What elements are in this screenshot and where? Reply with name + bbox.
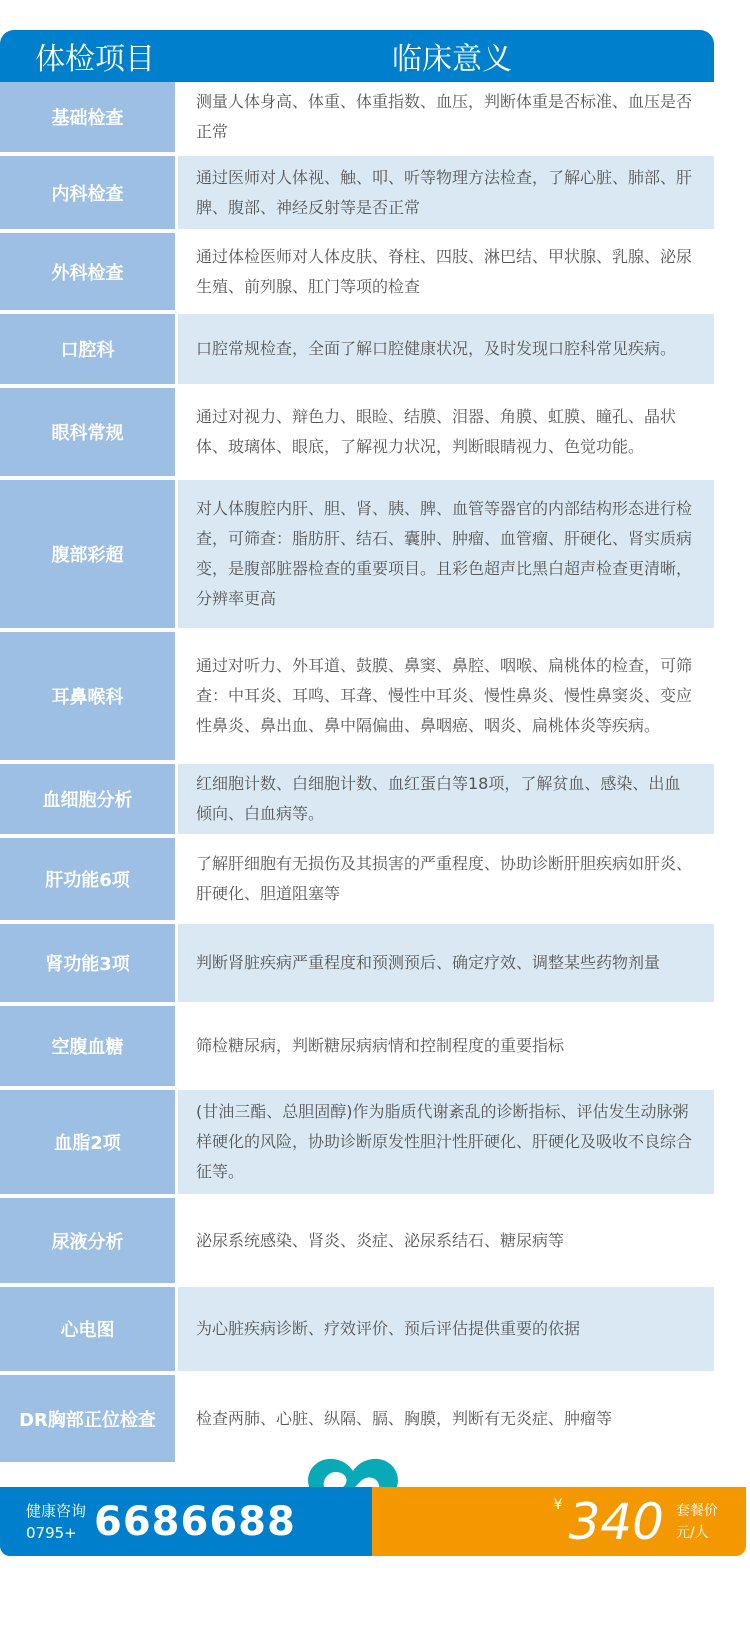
- table-row: [0, 838, 714, 920]
- exam-item-name: 基础检查: [0, 82, 175, 152]
- exam-item-name: 肾功能3项: [0, 924, 175, 1002]
- package-price: 340: [568, 1492, 664, 1551]
- exam-item-description: 通过对视力、辩色力、眼睑、结膜、泪器、角膜、虹膜、瞳孔、晶状体、玻璃体、眼底，了解视力状况，判断眼睛视力、色觉功能。: [196, 407, 677, 456]
- consult-label: 健康咨询: [26, 1501, 87, 1520]
- exam-item-description: 泌尿系统感染、肾炎、炎症、泌尿系结石、糖尿病等: [196, 1230, 565, 1250]
- table-row: [0, 480, 714, 628]
- exam-item-name: 耳鼻喉科: [0, 632, 175, 760]
- exam-item-name: 血脂2项: [0, 1090, 175, 1194]
- table-row: [0, 1006, 714, 1086]
- table-row: [0, 632, 714, 760]
- exam-table: [0, 30, 714, 1462]
- exam-item-name: 内科检查: [0, 156, 175, 229]
- table-row: [0, 314, 714, 384]
- exam-item-description: 通过对听力、外耳道、鼓膜、鼻窦、鼻腔、咽喉、扁桃体的检查，可筛查：中耳炎、耳鸣、耳聋、慢性中耳炎、慢性鼻炎、慢性鼻窦炎、变应性鼻炎、鼻出血、鼻中隔偏曲、鼻咽癌、咽炎、扁桃体炎等疾病。: [196, 656, 693, 735]
- table-row: [0, 1375, 714, 1462]
- exam-item-name: 心电图: [0, 1287, 175, 1371]
- table-header: [0, 30, 714, 82]
- exam-item-name: 口腔科: [0, 314, 175, 384]
- table-row: [0, 1287, 714, 1371]
- price-unit: 元/人: [676, 1524, 709, 1541]
- area-code: 0795+: [26, 1523, 77, 1542]
- exam-item-description: 筛检糖尿病，判断糖尿病病情和控制程度的重要指标: [196, 1036, 565, 1055]
- phone-number[interactable]: 6686688: [94, 1498, 296, 1545]
- exam-item-description: 对人体腹腔内肝、胆、肾、胰、脾、血管等器官的内部结构形态进行检查，可筛查：脂肪肝、结石、囊肿、肿瘤、血管瘤、肝硬化、肾实质病变，是腹部脏器检查的重要项目。且彩色超声比黑白超声检查更清晰，分辨率更高: [178, 480, 714, 628]
- table-row: [0, 764, 714, 834]
- currency-symbol: ¥: [553, 1497, 563, 1513]
- exam-item-name: 外科检查: [0, 233, 175, 310]
- exam-item-description: 为心脏疾病诊断、疗效评价、预后评估提供重要的依据: [178, 1287, 714, 1371]
- table-row: [0, 233, 714, 310]
- exam-item-name: 眼科常规: [0, 388, 175, 476]
- exam-item-name: 尿液分析: [0, 1198, 175, 1283]
- exam-item-description: 了解肝细胞有无损伤及其损害的严重程度、协助诊断肝胆疾病如肝炎、肝硬化、胆道阻塞等: [196, 854, 693, 903]
- exam-item-name: 肝功能6项: [0, 838, 175, 920]
- exam-item-description: 通过体检医师对人体皮肤、脊柱、四肢、淋巴结、甲状腺、乳腺、泌尿生殖、前列腺、肛门等项的检查: [196, 246, 693, 296]
- exam-item-description: 口腔常规检查，全面了解口腔健康状况，及时发现口腔科常见疾病。: [178, 314, 714, 384]
- exam-item-description: 红细胞计数、白细胞计数、血红蛋白等18项，了解贫血、感染、出血倾向、白血病等。: [178, 764, 714, 834]
- exam-item-name: 腹部彩超: [0, 480, 175, 628]
- exam-item-description: 通过医师对人体视、触、叩、听等物理方法检查，了解心脏、肺部、肝脾、腹部、神经反射等是否正常: [178, 156, 714, 229]
- header-clinical-meaning: 临床意义: [392, 42, 512, 77]
- package-price-label: 套餐价: [676, 1502, 718, 1519]
- table-row: [0, 1090, 714, 1194]
- exam-item-name: 血细胞分析: [0, 764, 175, 834]
- exam-item-description: 测量人体身高、体重、体重指数、血压，判断体重是否标准、血压是否正常: [196, 92, 693, 141]
- footer-banner: [0, 1487, 746, 1556]
- exam-item-description: 判断肾脏疾病严重程度和预测预后、确定疗效、调整某些药物剂量: [178, 924, 714, 1002]
- exam-item-description: (甘油三酯、总胆固醇)作为脂质代谢紊乱的诊断指标、评估发生动脉粥样硬化的风险，协助诊断原发性胆汁性肝硬化、肝硬化及吸收不良综合征等。: [178, 1090, 714, 1194]
- exam-item-name: 空腹血糖: [0, 1006, 175, 1086]
- table-row: [0, 156, 714, 229]
- table-row: [0, 388, 714, 476]
- header-exam-item: 体检项目: [35, 42, 155, 77]
- table-row: [0, 924, 714, 1002]
- table-row: [0, 82, 714, 152]
- exam-item-description: 检查两肺、心脏、纵隔、膈、胸膜，判断有无炎症、肿瘤等: [196, 1408, 613, 1428]
- table-row: [0, 1198, 714, 1283]
- exam-item-name: DR胸部正位检查: [0, 1375, 175, 1462]
